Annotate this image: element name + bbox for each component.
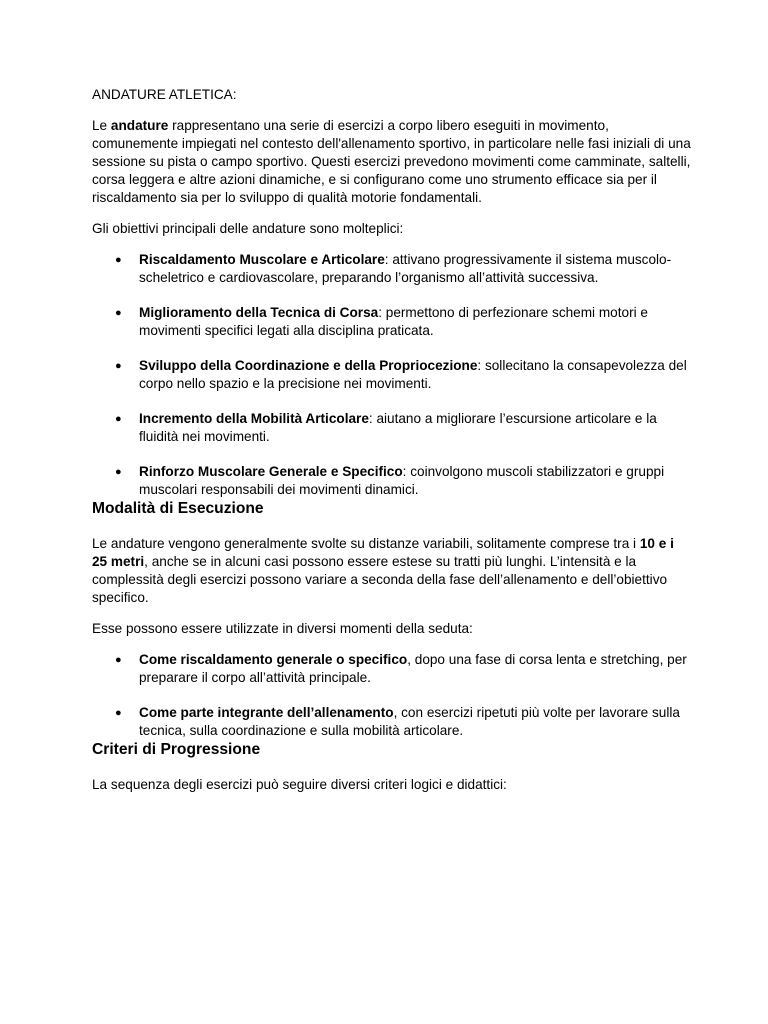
- list-item-bold: Come riscaldamento generale o specifico: [139, 652, 408, 667]
- list-item: [92, 463, 692, 499]
- list-item-text: : permettono di perfezionare schemi motori e movimenti specifici legati alla disciplina praticata.: [139, 305, 648, 338]
- list-item: [92, 304, 692, 340]
- list-item-bold: Rinforzo Muscolare Generale e Specifico: [139, 464, 403, 479]
- bullet-icon: ●: [115, 413, 122, 425]
- section-heading-modalita: Modalità di Esecuzione: [92, 500, 264, 517]
- list-item-text: : aiutano a migliorare l’escursione articolare e la fluidità nei movimenti.: [139, 411, 657, 444]
- objectives-list: [92, 251, 692, 499]
- section2-paragraph-2: Esse possono essere utilizzate in diversi momenti della seduta:: [92, 621, 473, 636]
- intro-rest: rappresentano una serie di esercizi a corpo libero eseguiti in movimento, comunemente impiegati nel contesto dell'allenamento sportivo, in particolare nelle fasi iniziali di una sessione su pista o campo sportivo. Questi esercizi prevedono movimenti come camminate, saltelli, corsa leggera e altre azioni dinamiche, e si configurano come uno strumento efficace sia per il riscaldamento sia per lo sviluppo di qualità motorie fondamentali.: [92, 118, 691, 205]
- intro-bold-term: andature: [110, 118, 169, 133]
- bullet-icon: ●: [115, 466, 122, 478]
- document-title: ANDATURE ATLETICA:: [92, 87, 237, 102]
- list-item-text: : attivano progressivamente il sistema muscolo-scheletrico e cardiovascolare, preparando l’organismo all’attività successiva.: [139, 252, 672, 285]
- list-item: [92, 704, 692, 740]
- document-page: [92, 86, 692, 807]
- list-item-bold: Miglioramento della Tecnica di Corsa: [139, 305, 379, 320]
- list-item-bold: Come parte integrante dell’allenamento: [139, 705, 394, 720]
- section2-rest: , anche se in alcuni casi possono essere estese su tratti più lunghi. L’intensità e la complessità degli esercizi possono variare a seconda della fase dell’allenamento e dell’obiettivo specifico.: [92, 554, 668, 605]
- intro-paragraph: [92, 117, 692, 207]
- bullet-icon: ●: [115, 707, 122, 719]
- list-item: [92, 251, 692, 287]
- objectives-intro: Gli obiettivi principali delle andature sono molteplici:: [92, 221, 404, 236]
- list-item: [92, 651, 692, 687]
- list-item-bold: Sviluppo della Coordinazione e della Propriocezione: [139, 358, 478, 373]
- list-item-text: , dopo una fase di corsa lenta e stretching, per preparare il corpo all’attività principale.: [139, 652, 687, 685]
- bullet-icon: ●: [115, 360, 122, 372]
- list-item-text: , con esercizi ripetuti più volte per lavorare sulla tecnica, sulla coordinazione e sulla mobilità articolare.: [139, 705, 680, 738]
- usage-list: [92, 651, 692, 740]
- list-item-text: : coinvolgono muscoli stabilizzatori e gruppi muscolari responsabili dei movimenti dinamici.: [139, 464, 665, 497]
- list-item: [92, 410, 692, 446]
- bullet-icon: ●: [115, 654, 122, 666]
- list-item: [92, 357, 692, 393]
- section-heading-criteri: Criteri di Progressione: [92, 741, 261, 758]
- bullet-icon: ●: [115, 307, 122, 319]
- intro-lead: Le: [92, 118, 111, 133]
- bullet-icon: ●: [115, 254, 122, 266]
- section2-lead: Le andature vengono generalmente svolte su distanze variabili, solitamente comprese tra i: [92, 536, 640, 551]
- section2-paragraph-1: [92, 535, 692, 607]
- list-item-bold: Incremento della Mobilità Articolare: [139, 411, 369, 426]
- list-item-text: : sollecitano la consapevolezza del corpo nello spazio e la precisione nei movimenti.: [139, 358, 687, 391]
- section3-paragraph-1: La sequenza degli esercizi può seguire diversi criteri logici e didattici:: [92, 777, 507, 792]
- list-item-bold: Riscaldamento Muscolare e Articolare: [139, 252, 385, 267]
- section2-bold-distance: 10 e i 25 metri: [92, 536, 674, 569]
